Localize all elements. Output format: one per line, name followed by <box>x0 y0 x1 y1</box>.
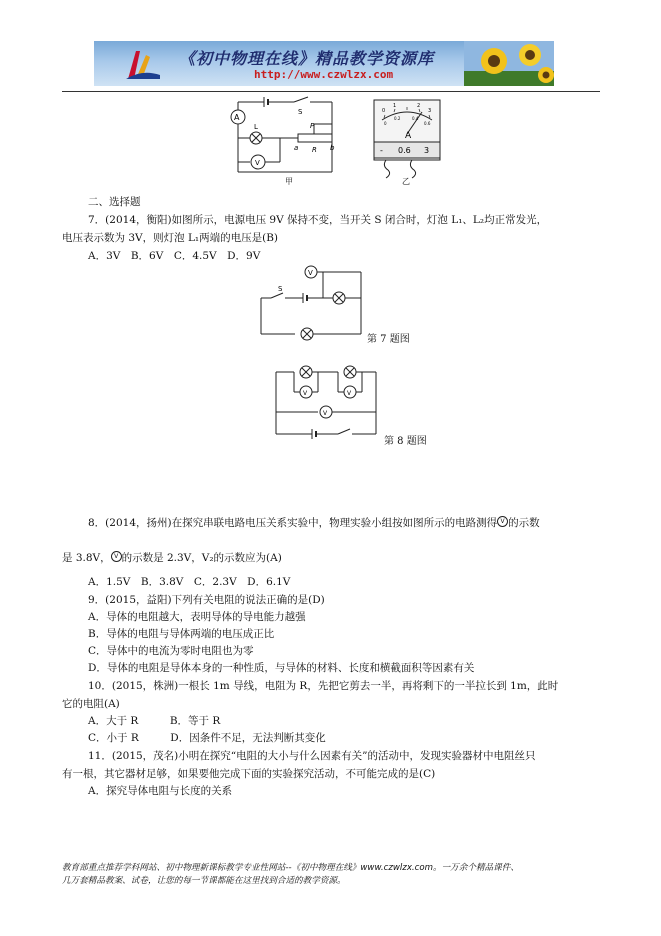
header-rule <box>62 91 600 92</box>
ammeter-diagram-yi <box>372 98 442 182</box>
q9-option-d: D．导体的电阻是导体本身的一种性质，与导体的材料、长度和横截面积等因素有关 <box>88 662 475 674</box>
header-banner <box>94 41 554 86</box>
banner-url: http://www.czwlzx.com <box>254 68 394 81</box>
voltmeter-label: V <box>255 159 260 167</box>
page-footer <box>62 862 602 888</box>
q8-v1-label: V <box>303 390 308 397</box>
fig-jia-caption: 甲 <box>285 177 293 186</box>
switch-label: S <box>298 108 303 116</box>
q9-stem: 9．(2015，益阳)下列有关电阻的说法正确的是(D) <box>88 594 325 606</box>
q10-line2: 它的电阻(A) <box>62 698 120 710</box>
q8-line2-tail: 的示数是 2.3V，V₂的示数应为(A) <box>121 552 282 564</box>
meter-scale-0: 0 <box>382 108 386 114</box>
q11-line2: 有一根，其它器材足够，如果要他完成下面的实验探究活动，不可能完成的是(C) <box>62 768 436 780</box>
q10-line1: 10．(2015，株洲)一根长 1m 导线，电阻为 R，先把它剪去一半，再将剩下的一半拉长到 1m，此时 <box>88 680 559 692</box>
footer-line1: 教育部重点推荐学科网站、初中物理新课标教学专业性网站--《初中物理在线》www.czwlzx.com。一万余个精品课件、 <box>62 863 519 873</box>
q8-fig-caption: 第 8 题图 <box>384 436 427 447</box>
q8-line2 <box>62 551 282 565</box>
q11-line1: 11．(2015，茂名)小明在探究“电阻的大小与什么因素有关”的活动中，发现实验器材中电阻丝只 <box>88 750 536 762</box>
meter-terminal-mid: 0.6 <box>398 146 411 155</box>
q8-circuit-diagram <box>272 352 384 442</box>
meter-scale-1: 1 <box>393 103 397 109</box>
q7-line2: 电压表示数为 3V，则灯泡 L₁两端的电压是(B) <box>62 232 279 244</box>
meter-unit: A <box>405 131 412 141</box>
meter-scale-3: 3 <box>428 108 432 114</box>
circuit-diagram-jia <box>224 96 354 180</box>
q9-option-c: C．导体中的电流为零时电阻也为零 <box>88 645 254 657</box>
site-logo-icon <box>122 45 162 83</box>
terminal-a-label: a <box>294 144 299 152</box>
q8-line1-text: 8．(2014，扬州)在探究串联电路电压关系实验中，物理实验小组按如图所示的电路测得 <box>88 517 498 529</box>
q10-options-cd: C．小于 R D．因条件不足，无法判断其变化 <box>88 732 326 744</box>
q7-line1: 7．(2014，衡阳)如图所示，电源电压 9V 保持不变，当开关 S 闭合时，灯泡 L₁、L₂均正常发光， <box>88 214 548 226</box>
meter-scale-b3: 0.6 <box>424 121 431 126</box>
q8-options: A．1.5V B．3.8V C．2.3V D．6.1V <box>88 576 291 588</box>
q9-option-b: B．导体的电阻与导体两端的电压成正比 <box>88 628 275 640</box>
q10-options-ab: A．大于 R B．等于 R <box>88 715 221 727</box>
banner-title: 《初中物理在线》精品教学资源库 <box>179 49 435 68</box>
ammeter-label: A <box>234 113 240 122</box>
q8-line1 <box>88 516 540 530</box>
terminal-b-label: b <box>330 144 335 152</box>
slider-label: P <box>310 122 315 130</box>
q7-switch-label: S <box>278 285 283 293</box>
q8-line2-text: 是 3.8V， <box>62 552 111 564</box>
q9-option-a: A．导体的电阻越大，表明导体的导电能力越强 <box>88 611 306 623</box>
voltmeter-symbol-icon: V <box>497 516 508 527</box>
fig-yi-caption: 乙 <box>402 177 410 186</box>
q8-line1-tail: 的示数 <box>508 517 540 529</box>
meter-scale-b0: 0 <box>384 121 387 126</box>
meter-terminal-neg: - <box>380 146 383 155</box>
section-title: 二、选择题 <box>88 196 141 208</box>
resistor-label: R <box>312 146 317 154</box>
q7-options: A．3V B．6V C．4.5V D．9V <box>88 250 261 262</box>
q7-circuit-diagram <box>257 264 367 346</box>
q7-fig-caption: 第 7 题图 <box>367 334 410 345</box>
q8-v-label: V <box>323 410 328 417</box>
footer-line2: 几万套精品教案、试卷，让您的每一节课都能在这里找到合适的教学资源。 <box>62 876 346 886</box>
sunflower-image <box>464 41 554 86</box>
q8-v2-label: V <box>347 390 352 397</box>
q11-option-a: A．探究导体电阻与长度的关系 <box>88 785 233 797</box>
voltmeter-symbol-icon: V <box>111 551 122 562</box>
meter-terminal-pos: 3 <box>424 146 430 155</box>
lamp-label: L <box>254 123 258 131</box>
meter-scale-2: 2 <box>417 103 421 109</box>
meter-scale-b2: 0.4 <box>412 116 419 121</box>
q7-voltmeter-label: V <box>308 269 313 277</box>
meter-scale-b1: 0.2 <box>394 116 401 121</box>
